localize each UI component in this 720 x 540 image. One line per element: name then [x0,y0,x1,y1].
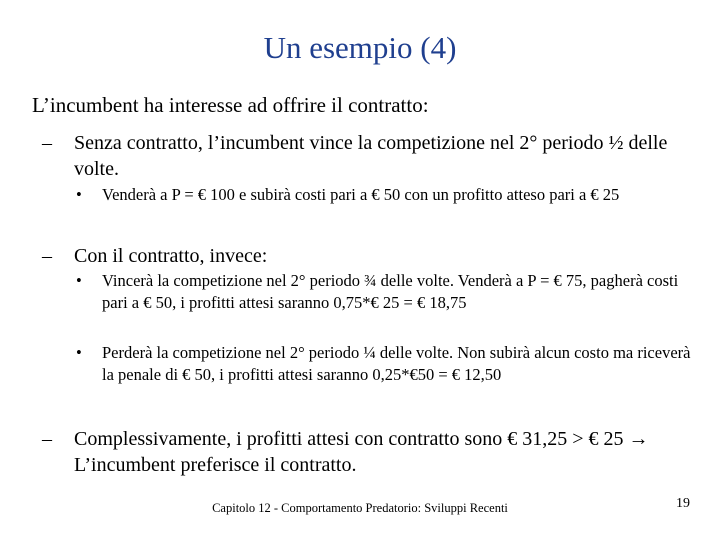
sub-item-2-2 [76,342,696,386]
sub-item-text: Venderà a P = € 100 e subirà costi pari a € 50 con un profitto atteso pari a € 25 [102,185,620,204]
intro-text: L’incumbent ha interesse ad offrire il contratto: [32,93,429,117]
dash-marker: – [42,132,52,154]
sub-item-2-1 [76,270,696,314]
page-number: 19 [676,496,690,511]
dash-marker: – [42,428,52,450]
slide-title: Un esempio (4) [263,30,457,65]
sub-item-text: Vincerà la competizione nel 2° periodo ¾ delle volte. Venderà a P = € 75, pagherà costi pari a € 50, i profitti attesi saranno 0,75*€ 25 = € 18,75 [102,271,679,312]
list-item-1 [42,130,692,182]
list-item-3 [42,426,692,478]
dash-marker: – [42,245,52,267]
list-item-text: Con il contratto, invece: [74,245,268,267]
list-item-2 [42,243,692,269]
footer-text: Capitolo 12 - Comportamento Predatorio: Sviluppi Recenti [212,501,508,515]
list-item-text: Senza contratto, l’incumbent vince la competizione nel 2° periodo ½ delle volte. [74,132,668,180]
sub-item-1-1 [76,184,696,206]
sub-item-text: Perderà la competizione nel 2° periodo ¼ delle volte. Non subirà alcun costo ma riceverà la penale di € 50, i profitti attesi saranno 0,25*€50 = € 12,50 [102,343,691,384]
bullet-marker: • [76,271,82,290]
bullet-marker: • [76,185,82,204]
bullet-marker: • [76,343,82,362]
list-item-text: Complessivamente, i profitti attesi con contratto sono € 31,25 > € 25 → L’incumbent preferisce il contratto. [74,428,649,476]
